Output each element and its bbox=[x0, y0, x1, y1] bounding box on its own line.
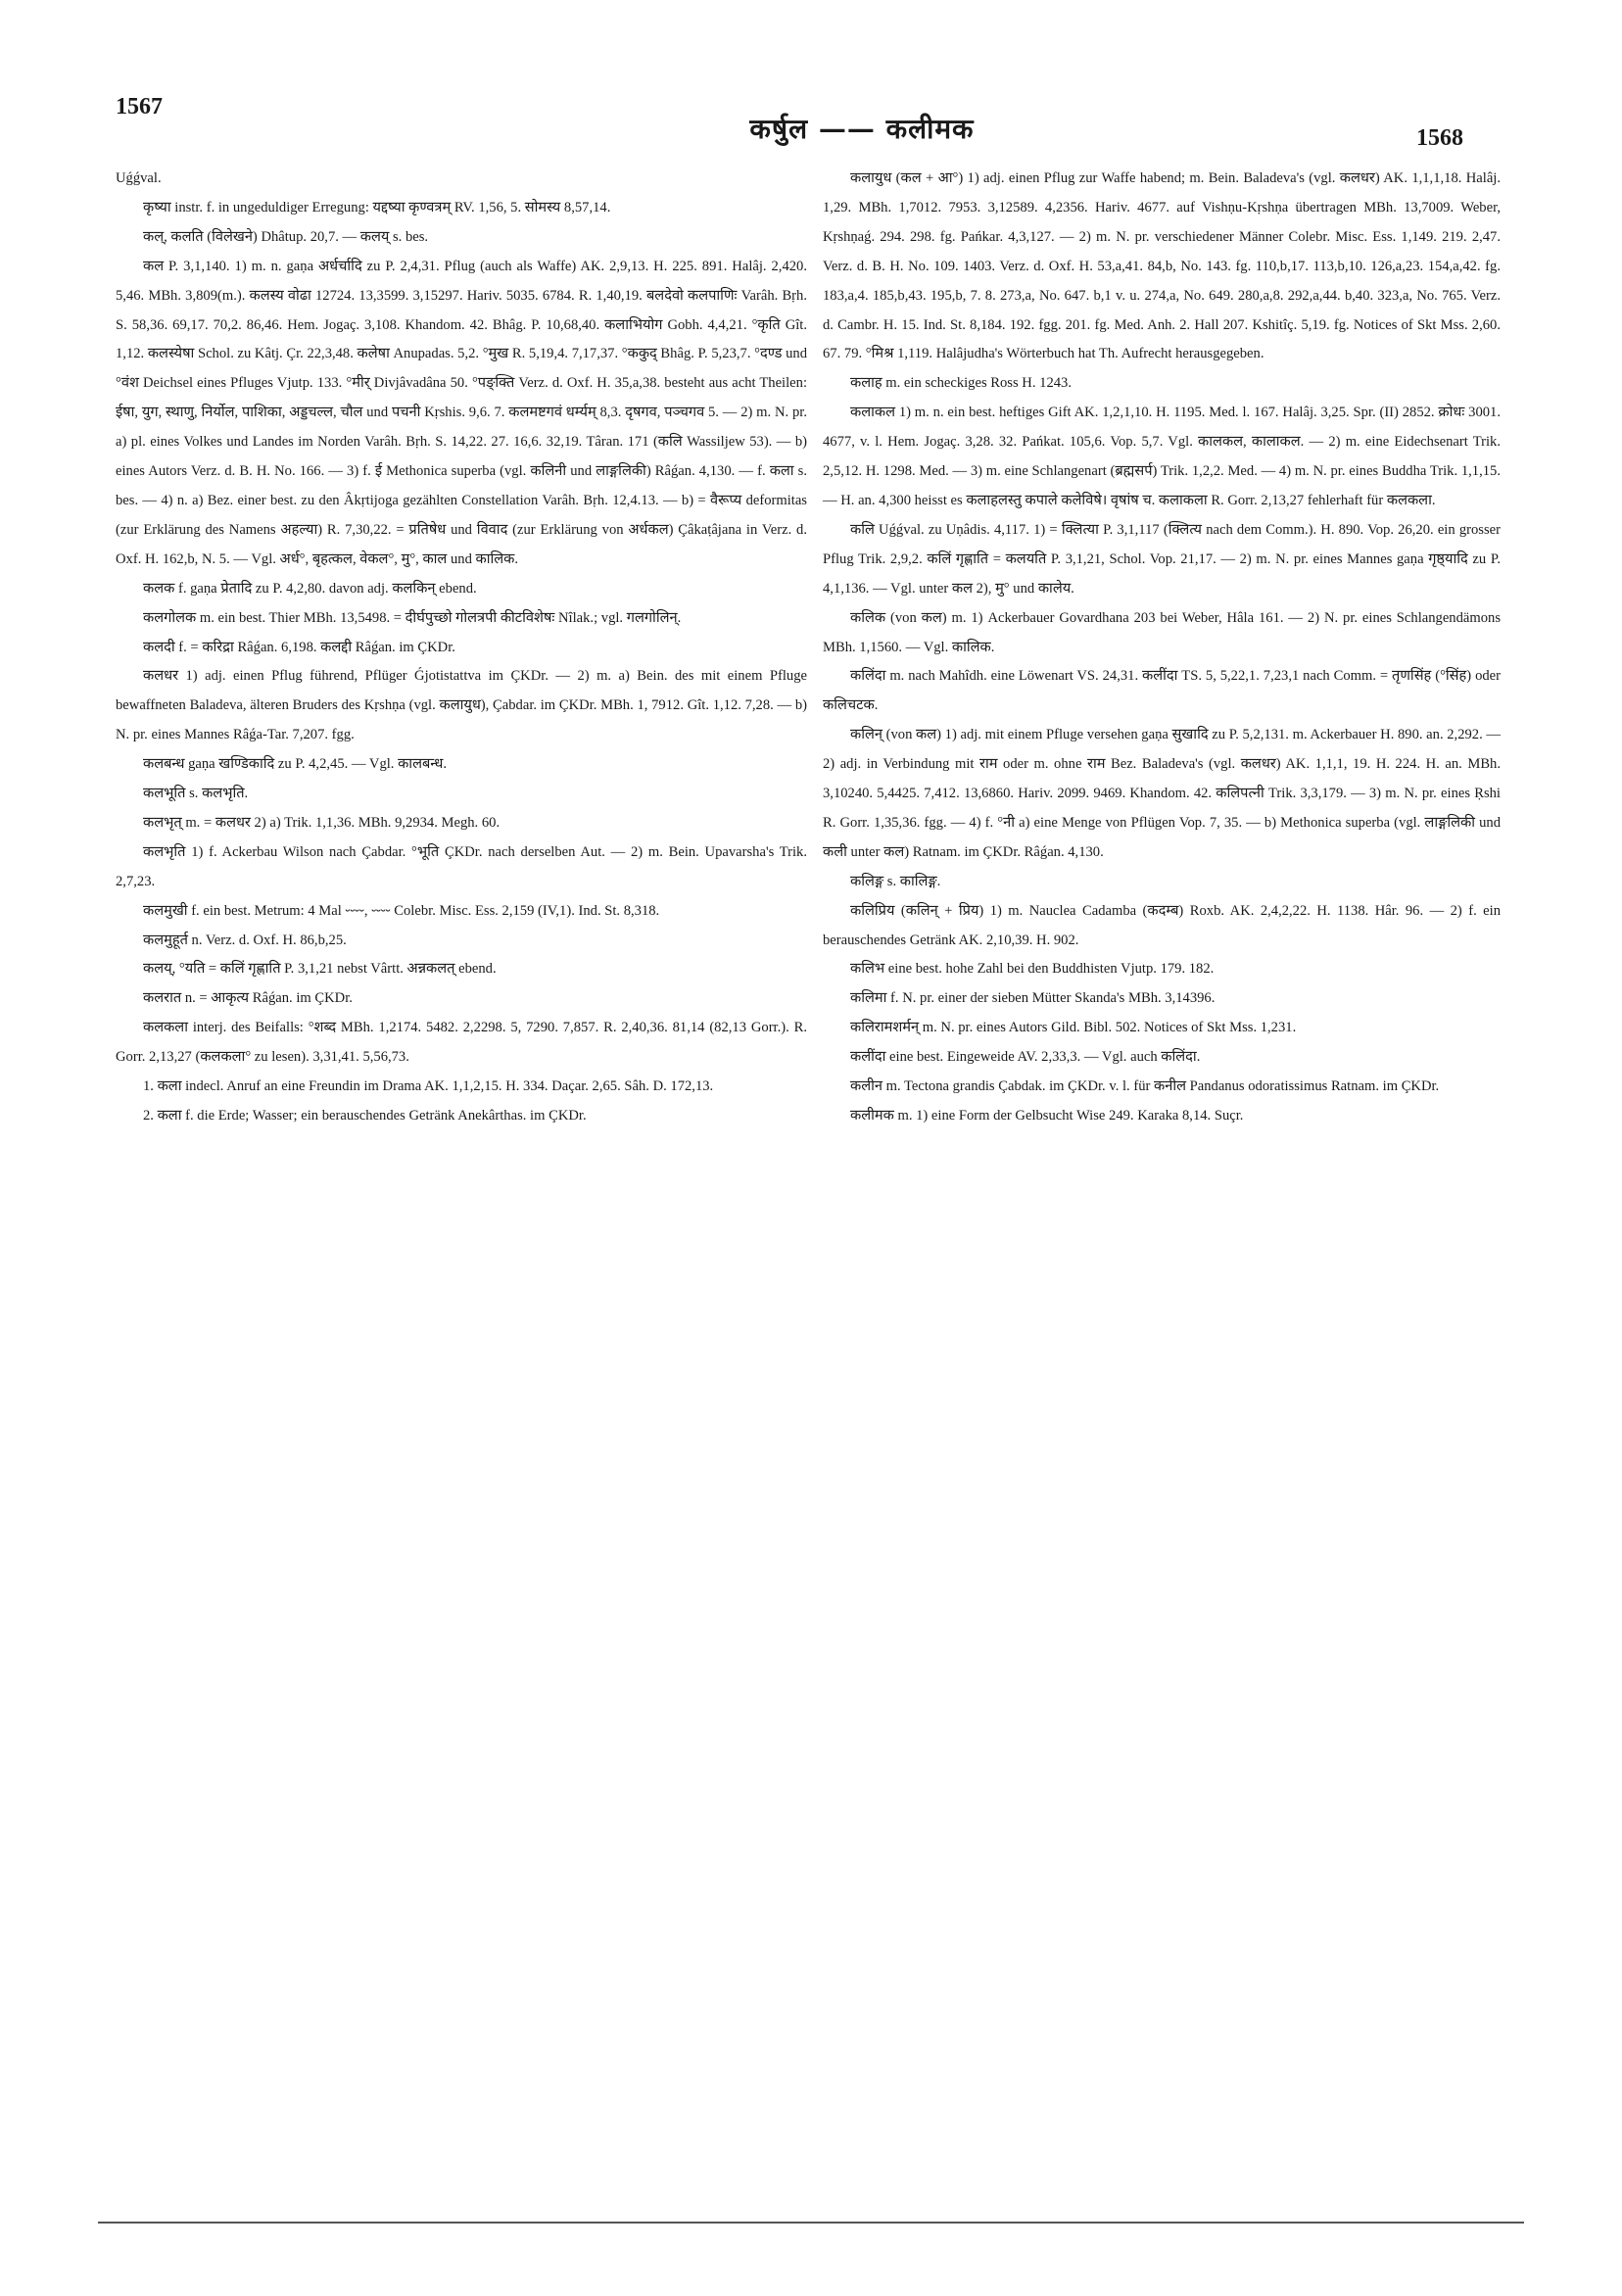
dictionary-entry: कलींदा eine best. Eingeweide AV. 2,33,3. — Vgl. auch कलिंदा. bbox=[850, 1049, 1201, 1066]
right-column bbox=[823, 165, 1501, 1131]
dictionary-entry: कलरात n. = आकृत्य Râǵan. im ÇKDr. bbox=[143, 990, 353, 1007]
dictionary-entry: कलमुखी f. ein best. Metrum: 4 Mal ⏑⏑⏑⏑, ⏑⏑⏑⏑ Colebr. Misc. Ess. 2,159 (IV,1). Ind. St. 8,318. bbox=[143, 902, 660, 919]
dictionary-entry: कलि Uǵǵval. zu Uṇâdis. 4,117. 1) = क्लित्या P. 3,1,117 (क्लित्य nach dem Comm.). H. 890. Vop. 26,20. ein grosser Pflug Trik. 2,9,2. कलिं गृह्णाति = कलयति P. 3,1,21, Schol. Vop. 21,17. — 2) m. N. pr. eines Mannes gaṇa गृष्ठ्यादि zu P. 4,1,136. — Vgl. unter कल 2), मु° und कालेय. bbox=[823, 521, 1501, 597]
dictionary-entry: कलक f. gaṇa प्रेतादि zu P. 4,2,80. davon adj. कलकिन् ebend. bbox=[143, 580, 477, 597]
dictionary-entry: कलकला interj. des Beifalls: °शब्द MBh. 1,2174. 5482. 2,2298. 5, 7290. 7,857. R. 2,40,36. 81,14 (82,13 Gorr.). R. Gorr. 2,13,27 (कलकला° zu lesen). 3,31,41. 5,56,73. bbox=[116, 1020, 807, 1066]
dictionary-entry: 2. कला f. die Erde; Wasser; ein berauschendes Getränk Anekârthas. im ÇKDr. bbox=[143, 1108, 587, 1124]
running-headword: कर्षुल —— कलीमक bbox=[749, 113, 975, 145]
dictionary-entry: कलभृति 1) f. Ackerbau Wilson nach Çabdar. °भूति ÇKDr. nach derselben Aut. — 2) m. Bein. Upavarsha's Trik. 2,7,23. bbox=[116, 843, 807, 889]
dictionary-entry: कलधर 1) adj. einen Pflug führend, Pflüger Ǵjotistattva im ÇKDr. — 2) m. a) Bein. des mit einem Pfluge bewaffneten Baladeva, älteren Bruders des Kṛshṇa (vgl. कलायुध), Çabdar. im ÇKDr. MBh. 1, 7912. Gît. 1,12. 7,28. — b) N. pr. eines Mannes Râǵa-Tar. 7,207. fgg. bbox=[116, 668, 807, 743]
dictionary-entry: कलीन m. Tectona grandis Çabdak. im ÇKDr. v. l. für कनील Pandanus odoratissimus Ratnam. im ÇKDr. bbox=[850, 1078, 1440, 1095]
page-number-right: 1568 bbox=[1416, 125, 1463, 151]
dictionary-entry: कलिक (von कल) m. 1) Ackerbauer Govardhana 203 bei Weber, Hâla 161. — 2) N. pr. eines Schlangendämons MBh. 1,1560. — Vgl. कालिक. bbox=[823, 609, 1501, 655]
dictionary-entry: कलमुहूर्त n. Verz. d. Oxf. H. 86,b,25. bbox=[143, 932, 347, 948]
dictionary-entry: कलिभ eine best. hohe Zahl bei den Buddhisten Vjutp. 179. 182. bbox=[850, 961, 1215, 978]
dictionary-entry: कलायुध (कल + आ°) 1) adj. einen Pflug zur Waffe habend; m. Bein. Baladeva's (vgl. कलधर) AK. 1,1,1,18. Halâj. 1,29. MBh. 1,7012. 7953. 3,12589. 4,2356. Hariv. 4677. auf Vishṇu-Kṛshṇa übertragen MBh. 13,7009. Weber, Kṛshṇaǵ. 294. 298. fg. Pańkar. 4,3,127. — 2) m. N. pr. verschiedener Männer Colebr. Misc. Ess. 1,149. 219. 2,47. Verz. d. B. H. No. 109. 1403. Verz. d. Oxf. H. 53,a,41. 84,b, No. 143. fg. 110,b,17. 113,b,10. 126,a,23. 154,a,42. fg. 183,a,4. 185,b,43. 195,b, 7. 8. 273,a, No. 647. b,1 v. u. 274,a, No. 649. 280,a,8. 292,a,44. b,40. 323,a, No. 765. Verz. d. Cambr. H. 15. Ind. St. 8,184. 192. fgg. 201. fg. Med. Anh. 2. Hall 207. Kshitîç. 5,19. fg. Notices of Skt Mss. 2,60. 67. 79. °मिश्र 1,119. Halâjudha's Wörterbuch hat Th. Aufrecht herausgegeben. bbox=[823, 170, 1501, 362]
dictionary-entry: कलिप्रिय (कलिन् + प्रिय) 1) m. Nauclea Cadamba (कदम्ब) Roxb. AK. 2,4,2,22. H. 1138. Hâr. 96. — 2) f. ein berauschendes Getränk AK. 2,10,39. H. 902. bbox=[823, 902, 1501, 948]
dictionary-entry: कलीमक m. 1) eine Form der Gelbsucht Wise 249. Karaka 8,14. Suçr. bbox=[850, 1108, 1244, 1124]
dictionary-entry: कलाकल 1) m. n. ein best. heftiges Gift AK. 1,2,1,10. H. 1195. Med. l. 167. Halâj. 3,25. Spr. (II) 2852. क्रोधः 3001. 4677, v. l. Hem. Jogaç. 3,28. 32. Pańkat. 105,6. Vop. 5,7. Vgl. कालकल, कालाकल. — 2) m. eine Eidechsenart Trik. 2,5,12. H. 1298. Med. — 3) m. eine Schlangenart (ब्रह्मसर्प) Trik. 1,2,2. Med. — 4) m. N. pr. eines Buddha Trik. 1,1,15. — H. an. 4,300 heisst es कलाहलस्तु कपाले कलेविषे। वृषांष च. कलाकला R. Gorr. 2,13,27 fehlerhaft für कलकला. bbox=[823, 405, 1501, 508]
footer-rule bbox=[98, 2222, 1524, 2224]
dictionary-entry: कलाह m. ein scheckiges Ross H. 1243. bbox=[850, 375, 1072, 392]
dictionary-entry: कृष्या instr. f. in ungeduldiger Erregung: यद्दष्या कृण्वत्रम् RV. 1,56, 5. सोमस्य 8,57,14. bbox=[143, 199, 611, 215]
dictionary-entry: कल P. 3,1,140. 1) m. n. gaṇa अर्धर्चादि zu P. 2,4,31. Pflug (auch als Waffe) AK. 2,9,13. H. 225. 891. Halâj. 2,420. 5,46. MBh. 3,809(m.). कलस्य वोढा 12724. 13,3599. 3,15297. Hariv. 5035. 6784. R. 1,40,19. बलदेवो कलपाणिः Varâh. Bṛh. S. 58,36. 69,17. 70,2. 86,46. Hem. Jogaç. 3,108. Khandom. 42. Bhâg. P. 10,68,40. कलाभियोग Gobh. 4,4,21. °कृति Gît. 1,12. कलस्येषा Schol. zu Kâtj. Çr. 22,3,48. कलेषा Anupadas. 5,2. °मुख R. 5,19,4. 7,17,37. °ककुद् Bhâg. P. 5,23,7. °दण्ड und °वंश Deichsel eines Pfluges Vjutp. 133. °मीर् Divjâvadâna 50. °पङ्क्ति Verz. d. Oxf. H. 35,a,38. besteht aus acht Theilen: ईषा, युग, स्थाणु, निर्योल, पाशिका, अड्डचल्ल, चौल und पचनी Kṛshis. 9,6. 7. कलमष्टगवं धर्म्यम् 8,3. दृषगव, पञ्चगव 5. — 2) m. N. pr. a) pl. eines Volkes und Landes im Norden Varâh. Bṛh. S. 14,22. 27. 16,6. 32,19. Târan. 171 (कलि Wassiljew 53). — b) eines Autors Verz. d. B. H. No. 166. — 3) f. ई Methonica superba (vgl. कलिनी und लाङ्गलिकी) Râǵan. 4,130. — f. कला s. bes. — 4) n. a) Bez. einer best. zu den Âkṛtijoga gezählten Constellation Varâh. Bṛh. 12,4.13. — b) = वैरूप्य deformitas (zur Erklärung des Namens अहल्या) R. 7,30,22. = प्रतिषेध und विवाद (zur Erklärung von अर्धकल) Çâkaṭâjana in Verz. d. Oxf. H. 162,b, N. 5. — Vgl. अर्ध°, बृहत्कल, वेकल°, मु°, काल und कालिक. bbox=[116, 258, 807, 567]
dictionary-entry: कलय्, °यति = कलिं गृह्णाति P. 3,1,21 nebst Vârtt. अन्नकलत् ebend. bbox=[143, 961, 497, 978]
dictionary-entry: कलगोलक m. ein best. Thier MBh. 13,5498. = दीर्घपुच्छो गोलत्रपी कीटविशेषः Nîlak.; vgl. गलगोलिन्. bbox=[143, 609, 682, 626]
dictionary-entry: कलिङ्ग s. कालिङ्ग. bbox=[850, 873, 941, 889]
dictionary-entry: कलबन्ध gaṇa खण्डिकादि zu P. 4,2,45. — Vgl. कालबन्ध. bbox=[143, 756, 447, 773]
dictionary-entry: कलिन् (von कल) 1) adj. mit einem Pfluge versehen gaṇa सुखादि zu P. 5,2,131. m. Ackerbauer H. 890. an. 2,292. — 2) adj. in Verbindung mit राम oder m. ohne राम Bez. Baladeva's (vgl. कलधर) AK. 1,1,1, 19. H. 224. H. an. MBh. 3,10240. 5,4425. 7,412. 13,6860. Hariv. 2099. 9469. Khandom. 42. कलिपत्नी Trik. 3,3,179. — 3) m. N. pr. eines Ṛshi R. Gorr. 1,35,36. fgg. — 4) f. °नी a) eine Menge von Pflügen Vop. 7, 35. — b) Methonica superba (vgl. लाङ्गलिकी und कली unter कल) Ratnam. im ÇKDr. Râǵan. 4,130. bbox=[823, 727, 1501, 860]
dictionary-entry: 1. कला indecl. Anruf an eine Freundin im Drama AK. 1,1,2,15. H. 334. Daçar. 2,65. Sâh. D. 172,13. bbox=[143, 1078, 714, 1095]
dictionary-entry: कलिरामशर्मन् m. N. pr. eines Autors Gild. Bibl. 502. Notices of Skt Mss. 1,231. bbox=[850, 1020, 1297, 1036]
dictionary-entry: कल्, कलति (विलेखने) Dhâtup. 20,7. — कलय् s. bes. bbox=[143, 228, 429, 245]
dictionary-entry: Uǵǵval. bbox=[116, 170, 162, 186]
left-column bbox=[116, 165, 807, 1131]
dictionary-entry: कलिमा f. N. pr. einer der sieben Mütter Skanda's MBh. 3,14396. bbox=[850, 990, 1216, 1007]
dictionary-entry: कलभृत् m. = कलधर 2) a) Trik. 1,1,36. MBh. 9,2934. Megh. 60. bbox=[143, 814, 501, 831]
dictionary-entry: कलदी f. = करिद्रा Râǵan. 6,198. कलद्दी Râǵan. im ÇKDr. bbox=[143, 639, 455, 655]
dictionary-entry: कलिंदा m. nach Mahîdh. eine Löwenart VS. 24,31. कलींदा TS. 5, 5,22,1. 7,23,1 nach Comm. = तृणसिंह (°सिंह) oder कलिचटक. bbox=[823, 668, 1501, 714]
page-number-left: 1567 bbox=[116, 94, 163, 120]
dictionary-entry: कलभूति s. कलभृति. bbox=[143, 786, 249, 802]
